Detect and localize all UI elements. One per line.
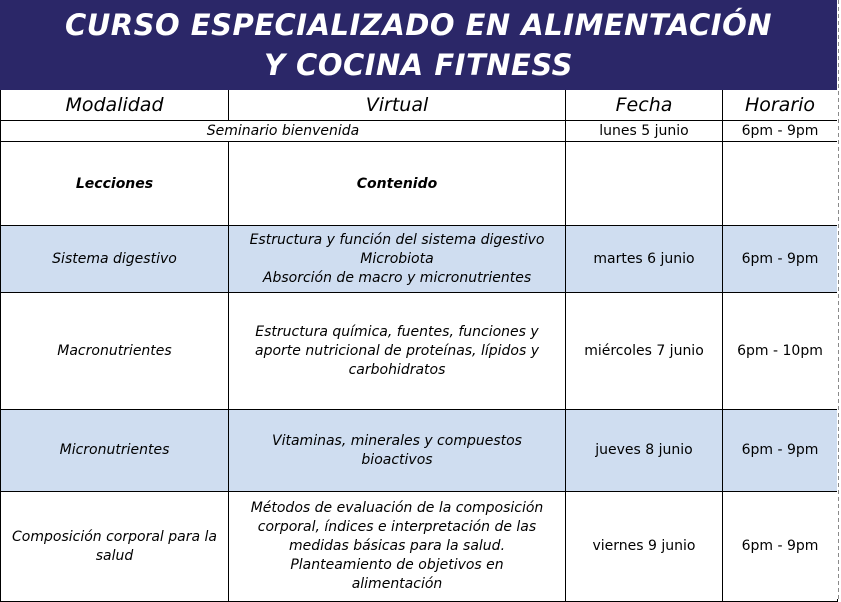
schedule-table [0, 90, 838, 602]
lesson-date: martes 6 junio [566, 226, 723, 293]
lesson-title: Composición corporal para la salud [1, 492, 229, 602]
lesson-time: 6pm - 9pm [723, 492, 838, 602]
lesson-row [1, 293, 838, 410]
header-virtual: Virtual [229, 90, 566, 121]
lesson-date: viernes 9 junio [566, 492, 723, 602]
seminar-time: 6pm - 9pm [723, 121, 838, 142]
lesson-title: Sistema digestivo [1, 226, 229, 293]
subheader-empty-date [566, 142, 723, 226]
lesson-row [1, 492, 838, 602]
lesson-time: 6pm - 10pm [723, 293, 838, 410]
course-title-line-1: CURSO ESPECIALIZADO EN ALIMENTACIÓN [64, 8, 773, 42]
lesson-row [1, 226, 838, 293]
lesson-content: Vitaminas, minerales y compuestos bioactivos [229, 410, 566, 492]
course-title-line-2: Y COCINA FITNESS [263, 48, 574, 82]
lesson-date: jueves 8 junio [566, 410, 723, 492]
header-horario: Horario [723, 90, 838, 121]
lesson-title: Macronutrientes [1, 293, 229, 410]
lesson-time: 6pm - 9pm [723, 410, 838, 492]
header-modalidad: Modalidad [1, 90, 229, 121]
header-row [1, 90, 838, 121]
lesson-date: miércoles 7 junio [566, 293, 723, 410]
page-boundary-dashed-line [838, 0, 839, 599]
page-right-edge [837, 0, 841, 599]
subheader-empty-time [723, 142, 838, 226]
lesson-title: Micronutrientes [1, 410, 229, 492]
lesson-content: Estructura química, fuentes, funciones y aporte nutricional de proteínas, lípidos y carbohidratos [229, 293, 566, 410]
lesson-time: 6pm - 9pm [723, 226, 838, 293]
lesson-row [1, 410, 838, 492]
subheader-row [1, 142, 838, 226]
seminar-label: Seminario bienvenida [1, 121, 566, 142]
subheader-contenido: Contenido [229, 142, 566, 226]
header-fecha: Fecha [566, 90, 723, 121]
subheader-lecciones: Lecciones [1, 142, 229, 226]
course-title-banner [0, 0, 837, 90]
lesson-content: Métodos de evaluación de la composición corporal, índices e interpretación de las medidas básicas para la salud. Planteamiento de objetivos en alimentación [229, 492, 566, 602]
seminar-row [1, 121, 838, 142]
lesson-content: Estructura y función del sistema digestivo Microbiota Absorción de macro y micronutrientes [229, 226, 566, 293]
seminar-date: lunes 5 junio [566, 121, 723, 142]
